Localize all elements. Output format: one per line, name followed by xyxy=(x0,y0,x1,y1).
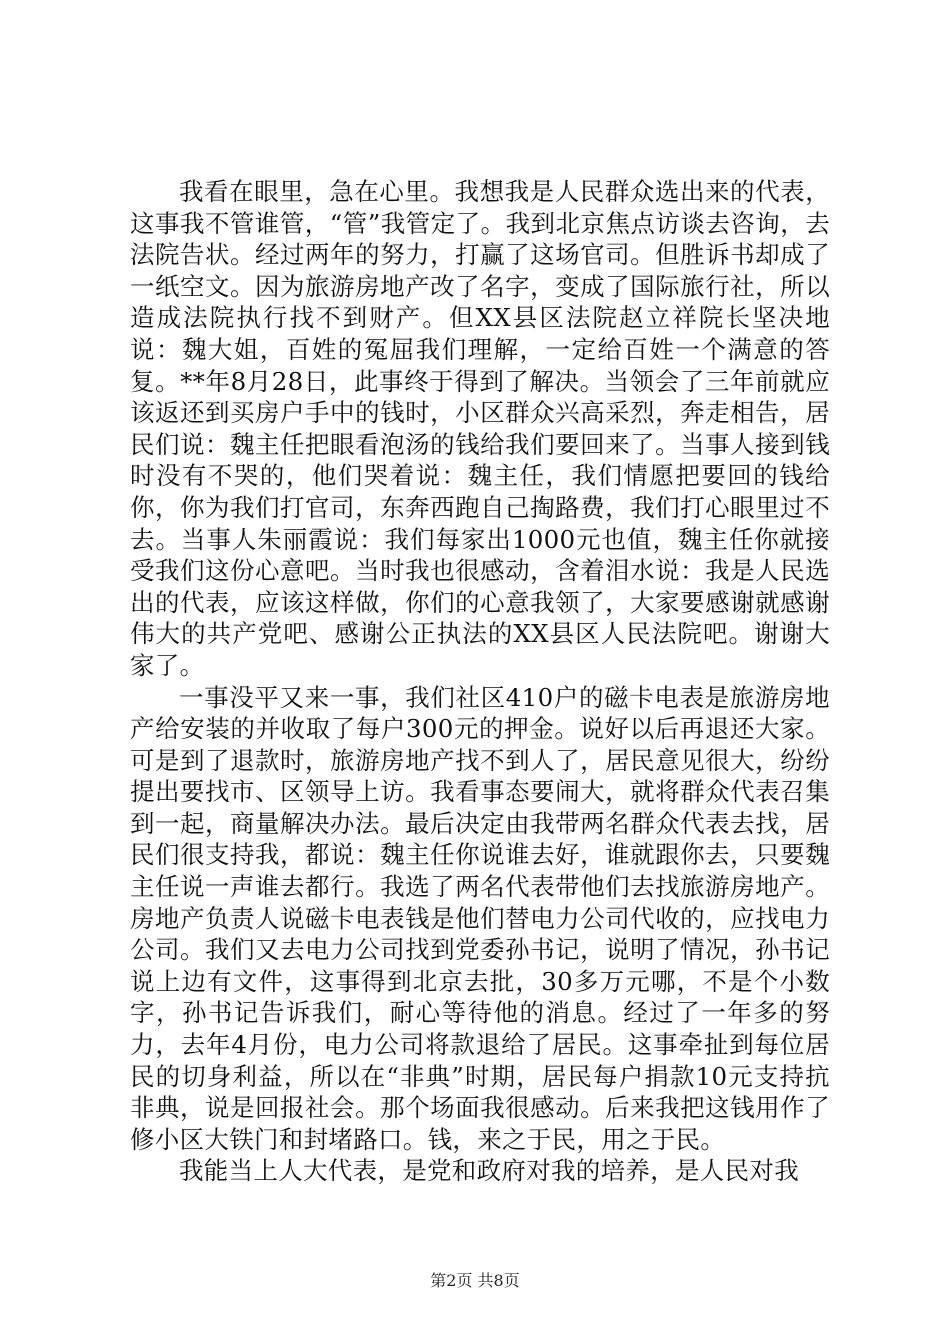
paragraph-3: 我能当上人大代表，是党和政府对我的培养，是人民对我 xyxy=(179,1156,799,1186)
page-footer: 第2页 共8页 xyxy=(430,1271,520,1290)
paragraph-1: 我看在眼里，急在心里。我想我是人民群众选出来的代表，这事我不管谁管，“管”我管定了。我到北京焦点访谈去咨询，去法院告状。经过两年的努力，打赢了这场官司。但胜诉书却成了一纸空文。因为旅游房地产改了名字，变成了国际旅行社，所以造成法院执行找不到财产。但XX县区法院赵立祥院长坚决地说：魏大姐，百姓的冤屈我们理解，一定给百姓一个满意的答复。**年8月28日，此事终于得到了解决。当领会了三年前就应该返还到买房户手中的钱时，小区群众兴高采烈，奔走相告，居民们说：魏主任把眼看泡汤的钱给我们要回来了。当事人接到钱时没有不哭的，他们哭着说：魏主任，我们情愿把要回的钱给你，你为我们打官司，东奔西跑自己掏路费，我们打心眼里过不去。当事人朱丽霞说：我们每家出1000元也值，魏主任你就接受我们这份心意吧。当时我也很感动，含着泪水说：我是人民选出的代表，应该这样做，你们的心意我领了，大家要感谢就感谢伟大的共产党吧、感谢公正执法的XX县区人民法院吧。谢谢大家了。 xyxy=(130,177,830,680)
document-body xyxy=(130,176,830,1187)
paragraph-2: 一事没平又来一事，我们社区410户的磁卡电表是旅游房地产给安装的并收取了每户300元的押金。说好以后再退还大家。可是到了退款时，旅游房地产找不到人了，居民意见很大，纷纷提出要找市、区领导上访。我看事态要闹大，就将群众代表召集到一起，商量解决办法。最后决定由我带两名群众代表去找，居民们很支持我，都说：魏主任你说谁去好，谁就跟你去，只要魏主任说一声谁去都行。我选了两名代表带他们去找旅游房地产。房地产负责人说磁卡电表钱是他们替电力公司代收的，应找电力公司。我们又去电力公司找到党委孙书记，说明了情况，孙书记说上边有文件，这事得到北京去批，30多万元哪，不是个小数字，孙书记告诉我们，耐心等待他的消息。经过了一年多的努力，去年4月份，电力公司将款退给了居民。这事牵扯到每位居民的切身利益，所以在“非典”时期，居民每户捐款10元支持抗非典，说是回报社会。那个场面我很感动。后来我把这钱用作了修小区大铁门和封堵路口。钱，来之于民，用之于民。 xyxy=(130,682,830,1154)
